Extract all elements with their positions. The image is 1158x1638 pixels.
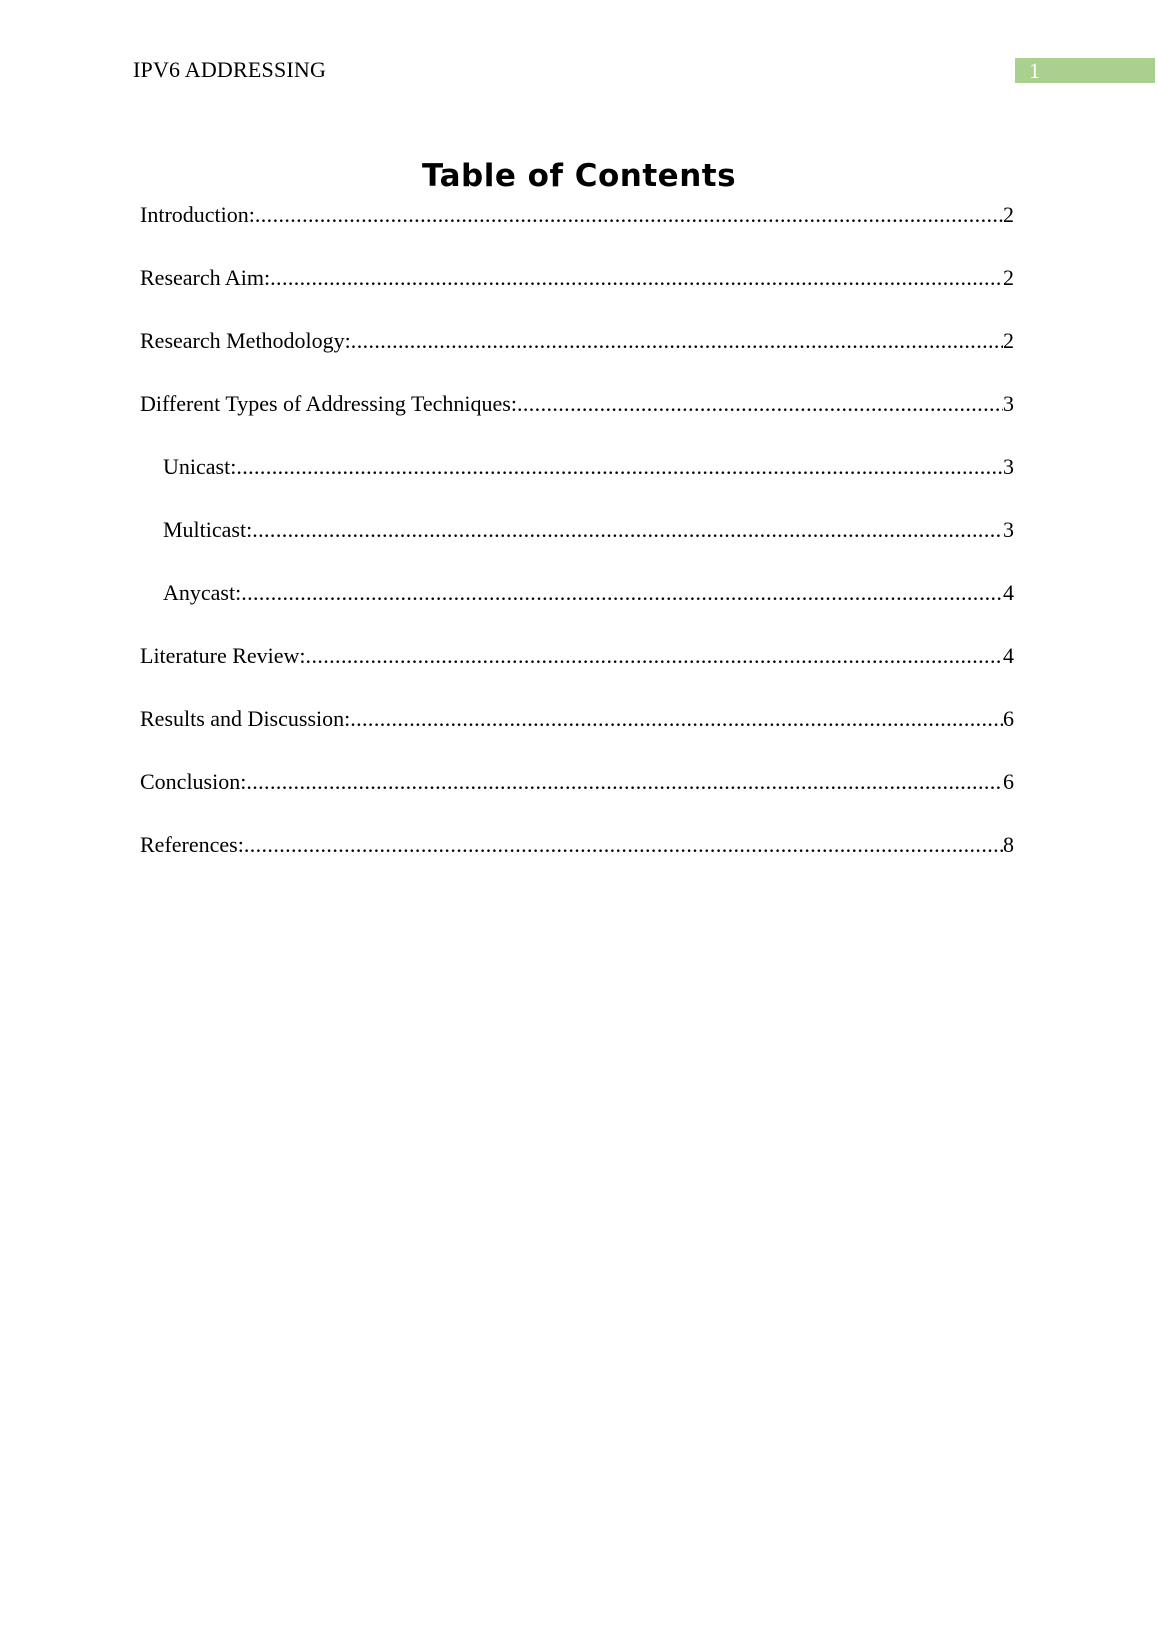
toc-entry-label: Different Types of Addressing Techniques: xyxy=(140,391,517,416)
toc-entry-label: Unicast: xyxy=(163,454,237,479)
toc-entry-page: 3 xyxy=(1003,454,1014,479)
toc-dot-leader xyxy=(306,642,1003,670)
toc-entry-addressing-techniques[interactable] xyxy=(140,390,1014,453)
page-number-badge xyxy=(1015,58,1155,83)
toc-entry-label: References: xyxy=(140,832,244,857)
toc-entry-page: 2 xyxy=(1003,328,1014,353)
toc-entry-label: Anycast: xyxy=(163,580,242,605)
toc-dot-leader xyxy=(351,327,1003,355)
toc-dot-leader xyxy=(270,264,1003,292)
toc-entry-label: Literature Review: xyxy=(140,643,306,668)
toc-dot-leader xyxy=(244,831,1003,859)
toc-entry-research-aim[interactable] xyxy=(140,264,1014,327)
toc-dot-leader xyxy=(241,579,1003,607)
toc-entry-label: Introduction: xyxy=(140,202,255,227)
toc-entry-page: 2 xyxy=(1003,202,1014,227)
page-number: 1 xyxy=(1029,58,1040,83)
toc-entry-page: 6 xyxy=(1003,706,1014,731)
toc-entry-literature-review[interactable] xyxy=(140,642,1014,705)
toc-entry-unicast[interactable] xyxy=(140,453,1014,516)
toc-entry-page: 2 xyxy=(1003,265,1014,290)
toc-entry-research-methodology[interactable] xyxy=(140,327,1014,390)
toc-entry-page: 6 xyxy=(1003,769,1014,794)
table-of-contents xyxy=(140,201,1014,894)
toc-entry-page: 8 xyxy=(1003,832,1014,857)
toc-entry-introduction[interactable] xyxy=(140,201,1014,264)
toc-dot-leader xyxy=(236,453,1003,481)
toc-entry-page: 3 xyxy=(1003,391,1014,416)
toc-entry-multicast[interactable] xyxy=(140,516,1014,579)
toc-entry-anycast[interactable] xyxy=(140,579,1014,642)
toc-dot-leader xyxy=(246,768,1003,796)
toc-entry-label: Research Methodology: xyxy=(140,328,351,353)
toc-entry-label: Conclusion: xyxy=(140,769,247,794)
toc-entry-label: Results and Discussion: xyxy=(140,706,351,731)
toc-dot-leader xyxy=(255,201,1003,229)
toc-entry-page: 4 xyxy=(1003,580,1014,605)
toc-dot-leader xyxy=(252,516,1003,544)
toc-entry-label: Multicast: xyxy=(163,517,253,542)
toc-title: Table of Contents xyxy=(421,158,737,194)
toc-entry-page: 3 xyxy=(1003,517,1014,542)
running-head: IPV6 ADDRESSING xyxy=(133,57,327,82)
toc-entry-conclusion[interactable] xyxy=(140,768,1014,831)
toc-entry-references[interactable] xyxy=(140,831,1014,894)
toc-dot-leader xyxy=(517,390,1003,418)
toc-entry-page: 4 xyxy=(1003,643,1014,668)
toc-entry-results-discussion[interactable] xyxy=(140,705,1014,768)
toc-entry-label: Research Aim: xyxy=(140,265,271,290)
toc-dot-leader xyxy=(350,705,1003,733)
